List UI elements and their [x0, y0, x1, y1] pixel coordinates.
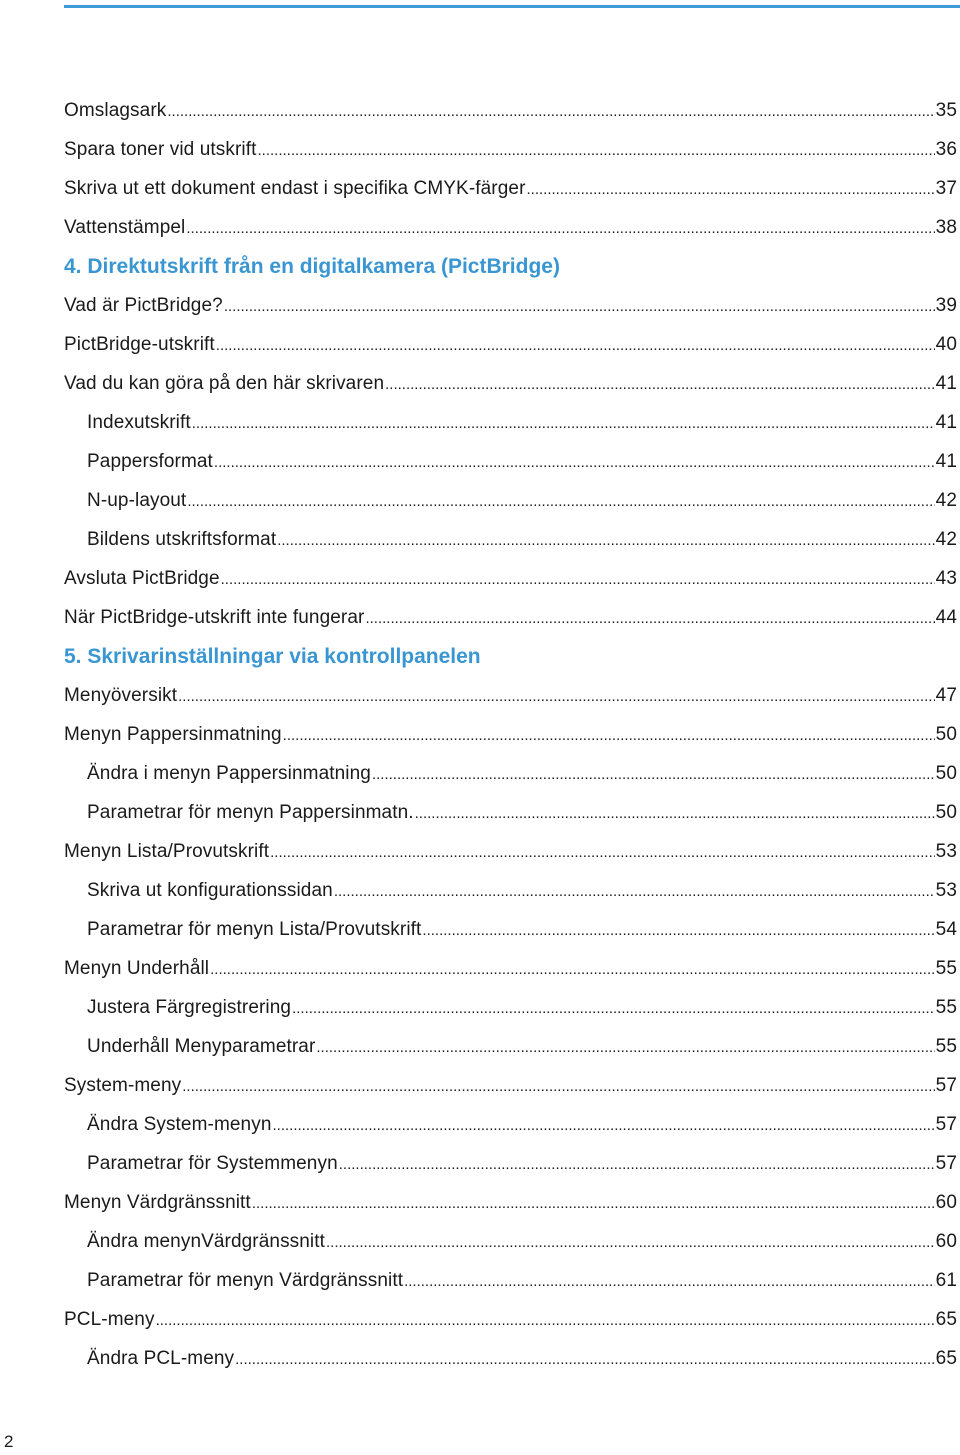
toc-entry-title: PCL-meny: [64, 1308, 155, 1330]
toc-entry[interactable]: [64, 169, 957, 208]
toc-entry[interactable]: [64, 598, 957, 637]
toc-entry[interactable]: [64, 793, 957, 832]
toc-entry-page: 36: [935, 138, 957, 160]
dot-leader: [339, 1153, 935, 1175]
toc-entry-page: 65: [935, 1308, 957, 1330]
toc-entry[interactable]: [64, 520, 957, 559]
dot-leader: [221, 568, 935, 590]
toc-entry[interactable]: [64, 1300, 957, 1339]
toc-entry[interactable]: [64, 286, 957, 325]
dot-leader: [167, 100, 934, 122]
dot-leader: [224, 295, 935, 317]
toc-chapter-heading[interactable]: 4. Direktutskrift från en digitalkamera (PictBridge): [64, 254, 560, 278]
dot-leader: [187, 490, 934, 512]
toc-entry-title: Underhåll Menyparametrar: [87, 1035, 316, 1057]
toc-entry-title: Omslagsark: [64, 99, 167, 121]
toc-entry[interactable]: [64, 403, 957, 442]
toc-entry-page: 47: [935, 684, 957, 706]
dot-leader: [214, 451, 935, 473]
dot-leader: [178, 685, 935, 707]
toc-entry-page: 55: [935, 996, 957, 1018]
toc-entry-page: 43: [935, 567, 957, 589]
toc-entry-page: 57: [935, 1152, 957, 1174]
toc-entry-title: Parametrar för menyn Värdgränssnitt: [87, 1269, 404, 1291]
toc-entry-title: Indexutskrift: [87, 411, 191, 433]
toc-entry-page: 60: [935, 1191, 957, 1213]
toc-entry-title: Avsluta PictBridge: [64, 567, 220, 589]
toc-entry-page: 50: [935, 801, 957, 823]
toc-entry-page: 50: [935, 723, 957, 745]
toc-entry[interactable]: [64, 910, 957, 949]
dot-leader: [316, 1036, 934, 1058]
toc-entry-title: System-meny: [64, 1074, 182, 1096]
toc-entry-page: 44: [935, 606, 957, 628]
toc-entry-title: Menyöversikt: [64, 684, 178, 706]
toc-entry-page: 55: [935, 957, 957, 979]
toc-entry-page: 41: [935, 372, 957, 394]
toc-entry[interactable]: [64, 481, 957, 520]
toc-entry[interactable]: [64, 130, 957, 169]
toc-entry-page: 39: [935, 294, 957, 316]
toc-entry-page: 57: [935, 1074, 957, 1096]
toc-entry-title: Pappersformat: [87, 450, 213, 472]
toc-entry[interactable]: [64, 1027, 957, 1066]
table-of-contents: [64, 91, 957, 1378]
toc-entry-page: 42: [935, 489, 957, 511]
dot-leader: [334, 880, 935, 902]
dot-leader: [252, 1192, 935, 1214]
toc-chapter-heading[interactable]: 5. Skrivarinställningar via kontrollpanelen: [64, 644, 481, 668]
toc-entry-page: 42: [935, 528, 957, 550]
toc-entry-title: Menyn Lista/Provutskrift: [64, 840, 270, 862]
dot-leader: [270, 841, 935, 863]
dot-leader: [257, 139, 934, 161]
toc-entry[interactable]: [64, 754, 957, 793]
toc-entry-title: Vattenstämpel: [64, 216, 186, 238]
dot-leader: [422, 919, 934, 941]
header-rule: [64, 5, 960, 8]
toc-entry-title: Skriva ut ett dokument endast i specifika CMYK-färger: [64, 177, 526, 199]
toc-entry-title: Ändra System-menyn: [87, 1113, 272, 1135]
toc-entry-page: 35: [935, 99, 957, 121]
toc-entry-title: När PictBridge-utskrift inte fungerar: [64, 606, 365, 628]
dot-leader: [415, 802, 935, 824]
toc-entry-page: 40: [935, 333, 957, 355]
toc-entry-page: 53: [935, 840, 957, 862]
toc-entry-title: Vad är PictBridge?: [64, 294, 223, 316]
toc-entry-page: 37: [935, 177, 957, 199]
toc-entry-title: Ändra PCL-meny: [87, 1347, 235, 1369]
toc-entry-page: 41: [935, 450, 957, 472]
toc-entry-title: Parametrar för menyn Pappersinmatn.: [87, 801, 414, 823]
toc-entry[interactable]: [64, 1105, 957, 1144]
toc-entry[interactable]: [64, 871, 957, 910]
toc-entry-page: 38: [935, 216, 957, 238]
toc-entry[interactable]: [64, 1261, 957, 1300]
toc-entry-title: Menyn Underhåll: [64, 957, 210, 979]
toc-entry[interactable]: [64, 1066, 957, 1105]
toc-entry[interactable]: [64, 442, 957, 481]
dot-leader: [216, 334, 935, 356]
toc-entry[interactable]: [64, 364, 957, 403]
dot-leader: [182, 1075, 934, 1097]
toc-entry[interactable]: [64, 715, 957, 754]
toc-entry-title: Bildens utskriftsformat: [87, 528, 277, 550]
dot-leader: [210, 958, 935, 980]
toc-entry[interactable]: [64, 325, 957, 364]
toc-entry[interactable]: [64, 1339, 957, 1378]
toc-entry-page: 60: [935, 1230, 957, 1252]
dot-leader: [272, 1114, 934, 1136]
toc-entry-page: 57: [935, 1113, 957, 1135]
toc-entry-title: Parametrar för Systemmenyn: [87, 1152, 338, 1174]
dot-leader: [192, 412, 935, 434]
toc-entry[interactable]: [64, 208, 957, 247]
toc-entry-title: Menyn Värdgränssnitt: [64, 1191, 251, 1213]
toc-entry-title: PictBridge-utskrift: [64, 333, 215, 355]
toc-entry-title: Spara toner vid utskrift: [64, 138, 257, 160]
dot-leader: [527, 178, 935, 200]
toc-entry-page: 41: [935, 411, 957, 433]
dot-leader: [326, 1231, 935, 1253]
toc-entry-page: 54: [935, 918, 957, 940]
toc-entry-page: 65: [935, 1347, 957, 1369]
dot-leader: [186, 217, 934, 239]
dot-leader: [283, 724, 935, 746]
toc-entry-page: 53: [935, 879, 957, 901]
dot-leader: [365, 607, 934, 629]
dot-leader: [235, 1348, 935, 1370]
toc-entry[interactable]: [64, 1222, 957, 1261]
toc-entry[interactable]: [64, 832, 957, 871]
toc-entry-title: N-up-layout: [87, 489, 187, 511]
dot-leader: [404, 1270, 935, 1292]
toc-entry-page: 55: [935, 1035, 957, 1057]
toc-entry[interactable]: [64, 988, 957, 1027]
dot-leader: [277, 529, 934, 551]
toc-entry-title: Ändra i menyn Pappersinmatning: [87, 762, 371, 784]
toc-entry-page: 61: [935, 1269, 957, 1291]
dot-leader: [156, 1309, 935, 1331]
toc-entry[interactable]: [64, 1183, 957, 1222]
toc-entry[interactable]: [64, 559, 957, 598]
toc-entry[interactable]: [64, 91, 957, 130]
dot-leader: [372, 763, 935, 785]
toc-entry-title: Menyn Pappersinmatning: [64, 723, 282, 745]
toc-entry-title: Justera Färgregistrering: [87, 996, 292, 1018]
page-number: 2: [4, 1432, 14, 1451]
toc-entry-title: Ändra menynVärdgränssnitt: [87, 1230, 326, 1252]
toc-entry[interactable]: [64, 1144, 957, 1183]
dot-leader: [292, 997, 935, 1019]
toc-entry-page: 50: [935, 762, 957, 784]
toc-entry-title: Parametrar för menyn Lista/Provutskrift: [87, 918, 422, 940]
toc-entry-title: Vad du kan göra på den här skrivaren: [64, 372, 385, 394]
toc-entry[interactable]: [64, 676, 957, 715]
toc-entry-title: Skriva ut konfigurationssidan: [87, 879, 333, 901]
dot-leader: [385, 373, 935, 395]
toc-entry[interactable]: [64, 949, 957, 988]
